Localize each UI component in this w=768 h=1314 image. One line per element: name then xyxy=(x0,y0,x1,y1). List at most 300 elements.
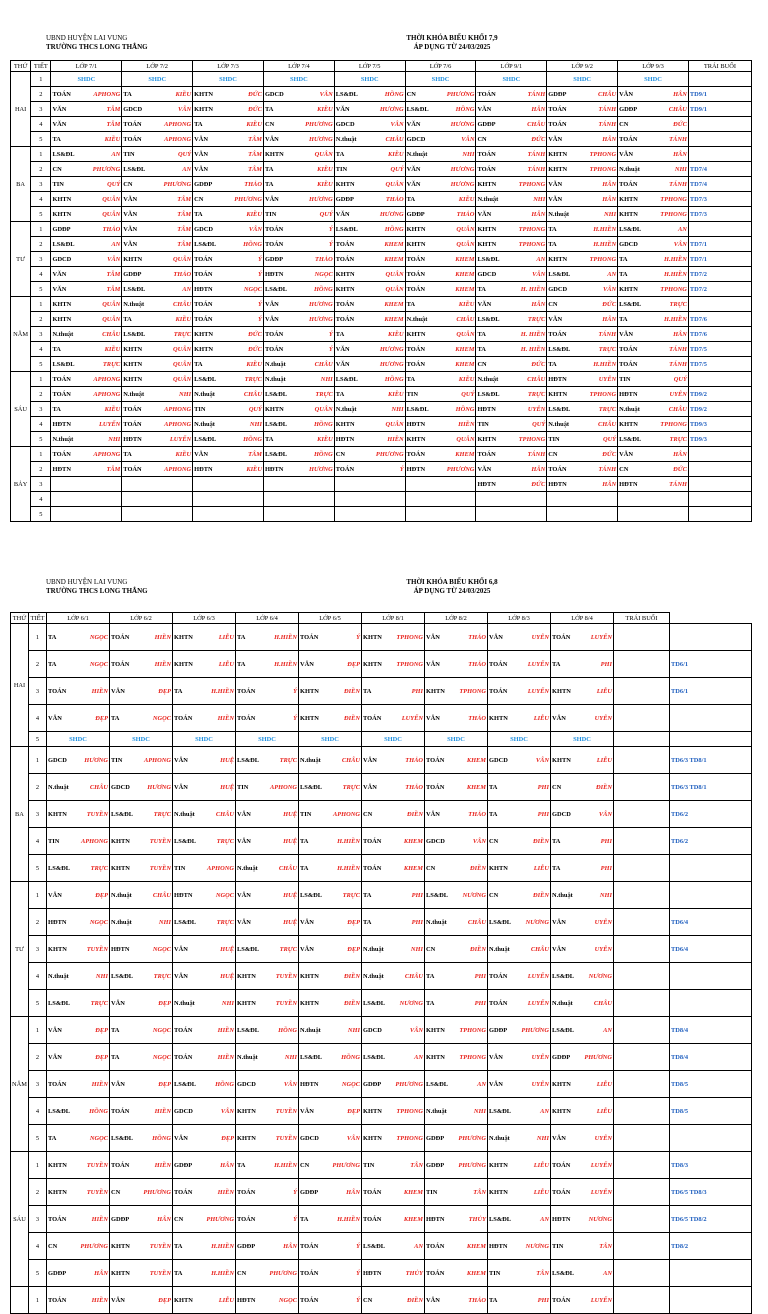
extra-session-note: TD9/3 xyxy=(688,432,751,447)
lesson-cell xyxy=(193,252,264,267)
teacher: LIỄU xyxy=(218,1296,234,1304)
teacher: APHONG xyxy=(93,390,121,398)
lesson-cell xyxy=(263,282,334,297)
extra-session-note xyxy=(688,372,751,387)
subject: GDCD xyxy=(264,90,284,98)
teacher: TRỰC xyxy=(216,918,234,926)
lesson-cell xyxy=(263,297,334,312)
period-row xyxy=(11,624,752,651)
period-number: 5 xyxy=(31,282,51,297)
period-row xyxy=(11,252,752,267)
subject: LS&ĐL xyxy=(52,240,75,248)
subject: TOÁN xyxy=(477,165,496,173)
lesson-cell xyxy=(547,507,618,522)
lesson-cell xyxy=(334,447,405,462)
spacer-cell xyxy=(614,1044,670,1071)
lesson-cell xyxy=(476,327,547,342)
subject: CN xyxy=(300,1161,310,1169)
spacer-cell xyxy=(614,1098,670,1125)
lesson-cell xyxy=(299,855,362,882)
lesson-cell xyxy=(47,936,110,963)
subject: TOÁN xyxy=(489,999,508,1007)
extra-session-note: TD9/3 xyxy=(688,417,751,432)
lesson-cell xyxy=(236,963,299,990)
period-row xyxy=(11,312,752,327)
subject: TOÁN xyxy=(300,1242,319,1250)
lesson-cell xyxy=(299,1179,362,1206)
subject: TOÁN xyxy=(52,450,71,458)
teacher: CHÂU xyxy=(314,360,333,368)
lesson-cell xyxy=(476,297,547,312)
teacher: TÁNH xyxy=(598,120,617,128)
lesson-cell xyxy=(488,801,551,828)
subject: KHTN xyxy=(406,225,426,233)
subject: LS&ĐL xyxy=(335,225,358,233)
subject: TOÁN xyxy=(426,1242,445,1250)
subject: VĂN xyxy=(123,225,138,233)
teacher: PHI xyxy=(600,837,612,845)
lesson-cell xyxy=(405,237,476,252)
lesson-cell xyxy=(618,267,689,282)
lesson-cell xyxy=(122,147,193,162)
teacher: H.HIỀN xyxy=(664,315,687,323)
lesson-cell xyxy=(547,132,618,147)
column-header: LỚP 8/1 xyxy=(362,613,425,624)
teacher: THẢO xyxy=(468,810,486,818)
teacher: QUÂN xyxy=(314,150,333,158)
lesson-cell xyxy=(299,1152,362,1179)
lesson-cell xyxy=(488,1125,551,1152)
lesson-cell xyxy=(405,432,476,447)
lesson-cell xyxy=(551,774,614,801)
lesson-cell xyxy=(110,1179,173,1206)
subject: TOÁN xyxy=(477,450,496,458)
subject: KHTN xyxy=(619,210,638,218)
teacher: PHƯƠNG xyxy=(332,1161,360,1169)
lesson-cell xyxy=(193,507,264,522)
teacher: QUÂN xyxy=(102,315,121,323)
subject: VĂN xyxy=(489,633,503,641)
lesson-cell xyxy=(51,432,122,447)
day-label: NĂM xyxy=(11,1017,29,1152)
column-header: LỚP 8/2 xyxy=(425,613,488,624)
lesson-cell xyxy=(334,132,405,147)
teacher: NGỌC xyxy=(314,270,333,278)
column-header: LỚP 6/5 xyxy=(299,613,362,624)
subject: TOÁN xyxy=(335,300,355,308)
subject: TOÁN xyxy=(48,1215,67,1223)
teacher: LUYẾN xyxy=(169,435,192,443)
subject: TA xyxy=(477,285,486,293)
lesson-cell xyxy=(263,477,334,492)
subject: VĂN xyxy=(552,945,566,953)
lesson-cell xyxy=(476,222,547,237)
teacher: HƯƠNG xyxy=(379,210,404,218)
subject: KHTN xyxy=(552,756,571,764)
subject: KHTN xyxy=(52,210,72,218)
extra-session-note: TD7/3 xyxy=(688,192,751,207)
lesson-cell xyxy=(193,462,264,477)
teacher: NHI xyxy=(536,1134,549,1142)
subject: TIN xyxy=(48,837,60,845)
teacher: HUỆ xyxy=(220,972,234,980)
lesson-cell xyxy=(334,252,405,267)
period-row xyxy=(11,357,752,372)
teacher: QUÂN xyxy=(385,270,404,278)
subject: TA xyxy=(300,837,309,845)
teacher: PHI xyxy=(600,864,612,872)
extra-session-note xyxy=(670,1125,752,1152)
lesson-cell xyxy=(122,87,193,102)
subject: TOÁN xyxy=(335,255,355,263)
lesson-cell xyxy=(299,1260,362,1287)
lesson-cell xyxy=(334,387,405,402)
lesson-cell xyxy=(334,417,405,432)
lesson-cell xyxy=(551,801,614,828)
teacher: HIỀN xyxy=(154,1107,171,1115)
teacher: UYÊN xyxy=(527,405,546,413)
period-number: 1 xyxy=(29,882,47,909)
teacher: LUYẾN xyxy=(401,714,423,722)
subject: N.thuật xyxy=(300,1026,321,1034)
spacer-cell xyxy=(614,705,670,732)
teacher: KIỀU xyxy=(317,435,333,443)
period-number: 3 xyxy=(31,252,51,267)
lesson-cell xyxy=(334,477,405,492)
lesson-cell xyxy=(193,387,264,402)
subject: TA xyxy=(335,390,345,398)
spacer-cell xyxy=(614,882,670,909)
subject: LS&ĐL xyxy=(335,375,358,383)
subject: GDCD xyxy=(52,255,72,263)
teacher: HƯƠNG xyxy=(309,465,333,473)
teacher: THẢO xyxy=(468,633,486,641)
teacher: APHONG xyxy=(93,90,121,98)
subject: VĂN xyxy=(111,1080,125,1088)
lesson-cell xyxy=(476,132,547,147)
teacher: QUÝ xyxy=(390,165,404,173)
lesson-cell xyxy=(236,1125,299,1152)
subject: TIN xyxy=(264,210,277,218)
lesson-cell xyxy=(193,87,264,102)
period-number: 1 xyxy=(31,147,51,162)
extra-session-note: TD6/5 TD8/2 xyxy=(670,1206,752,1233)
lesson-cell xyxy=(547,207,618,222)
period-number: 3 xyxy=(31,477,51,492)
lesson-cell xyxy=(551,678,614,705)
lesson-cell xyxy=(488,1017,551,1044)
subject: KHTN xyxy=(335,420,355,428)
extra-session-note xyxy=(670,1287,752,1314)
teacher: KHEM xyxy=(403,1188,423,1196)
teacher: TÁNH xyxy=(669,480,687,488)
teacher: NHI xyxy=(347,1026,360,1034)
lesson-cell xyxy=(299,705,362,732)
subject: N.thuật xyxy=(363,945,384,953)
lesson-cell xyxy=(551,651,614,678)
teacher: VÂN xyxy=(602,285,617,293)
lesson-cell xyxy=(476,402,547,417)
subject: GDCD xyxy=(335,120,355,128)
teacher: LIỄU xyxy=(533,714,549,722)
subject: HĐTN xyxy=(489,1242,508,1250)
lesson-cell xyxy=(618,192,689,207)
subject: HĐTN xyxy=(477,480,496,488)
teacher: PHƯƠNG xyxy=(395,1080,423,1088)
teacher: LIỄU xyxy=(596,1107,612,1115)
subject: TOÁN xyxy=(48,1080,67,1088)
lesson-cell xyxy=(193,237,264,252)
teacher: HỒNG xyxy=(455,405,475,413)
timetable-header xyxy=(0,30,768,60)
lesson-cell xyxy=(122,117,193,132)
lesson-cell xyxy=(51,312,122,327)
lesson-cell xyxy=(193,372,264,387)
lesson-cell xyxy=(405,507,476,522)
lesson-cell xyxy=(122,342,193,357)
period-row xyxy=(11,342,752,357)
subject: GDĐP xyxy=(477,120,496,128)
teacher: NGỌC xyxy=(152,1026,171,1034)
day-label: SÁU xyxy=(11,1152,29,1287)
lesson-cell xyxy=(47,678,110,705)
timetable-header xyxy=(0,574,768,604)
period-row xyxy=(11,447,752,462)
subject: TOÁN xyxy=(123,465,142,473)
lesson-cell xyxy=(122,447,193,462)
subject: TA xyxy=(548,240,557,248)
lesson-cell xyxy=(299,678,362,705)
lesson-cell xyxy=(618,177,689,192)
teacher: LUYẾN xyxy=(98,420,121,428)
teacher: TUYỀN xyxy=(86,1188,108,1196)
lesson-cell xyxy=(425,1152,488,1179)
period-number: 5 xyxy=(31,507,51,522)
teacher: UYÊN xyxy=(594,918,612,926)
subject: HĐTN xyxy=(363,1269,382,1277)
teacher: HÂN xyxy=(531,105,546,113)
lesson-cell xyxy=(476,372,547,387)
teacher: TÂN xyxy=(473,1188,486,1196)
lesson-cell xyxy=(236,855,299,882)
subject: TOÁN xyxy=(552,1188,571,1196)
teacher: LIỄU xyxy=(218,633,234,641)
subject: LS&ĐL xyxy=(477,315,500,323)
teacher: TRỰC xyxy=(598,345,617,353)
lesson-cell xyxy=(173,936,236,963)
subject: N.thuật xyxy=(48,783,69,791)
teacher: QUÝ xyxy=(248,405,262,413)
subject: VĂN xyxy=(264,315,279,323)
extra-session-note: TD7/5 xyxy=(688,357,751,372)
subject: TOÁN xyxy=(363,864,382,872)
teacher: KIỀU xyxy=(387,150,404,158)
subject: TA xyxy=(123,450,132,458)
period-number: 3 xyxy=(29,1206,47,1233)
teacher: HỒNG xyxy=(243,435,262,443)
lesson-cell xyxy=(299,882,362,909)
subject: TOÁN xyxy=(489,660,508,668)
column-header: LỚP 9/1 xyxy=(476,61,547,72)
subject: TA xyxy=(552,864,561,872)
timetable-title-block xyxy=(352,578,552,596)
lesson-cell xyxy=(425,1017,488,1044)
period-row xyxy=(11,297,752,312)
lesson-cell xyxy=(193,297,264,312)
lesson-cell xyxy=(362,1233,425,1260)
period-number: 2 xyxy=(31,162,51,177)
teacher: H.HIỀN xyxy=(274,660,297,668)
lesson-cell xyxy=(547,477,618,492)
subject: VĂN xyxy=(123,240,138,248)
subject: TA xyxy=(111,714,120,722)
column-header: TIẾT xyxy=(31,61,51,72)
subject: VĂN xyxy=(552,1134,566,1142)
lesson-cell xyxy=(299,963,362,990)
lesson-cell xyxy=(193,282,264,297)
teacher: KHEM xyxy=(384,315,404,323)
extra-session-note xyxy=(688,147,751,162)
column-header: LỚP 7/5 xyxy=(334,61,405,72)
period-row xyxy=(11,774,752,801)
lesson-cell xyxy=(236,651,299,678)
teacher: NGỌC xyxy=(341,1080,360,1088)
subject: TOÁN xyxy=(52,90,71,98)
column-header: TRÁI BUỔI xyxy=(688,61,751,72)
lesson-cell xyxy=(47,624,110,651)
period-number: 2 xyxy=(29,1179,47,1206)
teacher: QUÝ xyxy=(673,375,687,383)
lesson-cell xyxy=(476,252,547,267)
lesson-cell xyxy=(425,882,488,909)
teacher: VÂN xyxy=(409,1026,423,1034)
subject: N.thuật xyxy=(264,360,286,368)
lesson-cell xyxy=(47,774,110,801)
lesson-cell xyxy=(551,705,614,732)
teacher: HƯƠNG xyxy=(450,165,475,173)
subject: LS&ĐL xyxy=(111,1134,134,1142)
subject: TOÁN xyxy=(174,1188,193,1196)
lesson-cell xyxy=(547,192,618,207)
extra-session-note xyxy=(670,990,752,1017)
teacher: KHEM xyxy=(466,783,486,791)
subject: KHTN xyxy=(111,1242,130,1250)
lesson-cell xyxy=(334,372,405,387)
subject: TOÁN xyxy=(264,330,284,338)
teacher: H.HIỀN xyxy=(337,864,360,872)
teacher: ĐẸP xyxy=(347,918,360,926)
teacher: AN xyxy=(603,1026,612,1034)
subject: TA xyxy=(174,1269,183,1277)
subject: HĐTN xyxy=(406,465,426,473)
lesson-cell xyxy=(110,801,173,828)
lesson-cell xyxy=(425,1287,488,1314)
teacher: TPHONG xyxy=(396,660,423,668)
subject: TA xyxy=(477,330,486,338)
assembly-cell: SHDC xyxy=(547,72,618,87)
subject: KHTN xyxy=(237,1107,256,1115)
extra-session-note: TD6/1 xyxy=(670,651,752,678)
lesson-cell xyxy=(476,312,547,327)
subject: TA xyxy=(264,165,274,173)
teacher: PHƯƠNG xyxy=(206,1215,234,1223)
teacher: QUÂN xyxy=(456,435,475,443)
period-number: 5 xyxy=(31,132,51,147)
lesson-cell xyxy=(263,117,334,132)
teacher: THẢO xyxy=(385,195,404,203)
subject: TA xyxy=(111,1026,120,1034)
teacher: HỒNG xyxy=(341,1053,360,1061)
lesson-cell xyxy=(173,1260,236,1287)
subject: LS&ĐL xyxy=(552,972,575,980)
lesson-cell xyxy=(51,147,122,162)
teacher: Ý xyxy=(258,255,262,263)
subject: TOÁN xyxy=(174,714,193,722)
lesson-cell xyxy=(173,774,236,801)
lesson-cell xyxy=(362,1017,425,1044)
subject: TA xyxy=(123,90,132,98)
teacher: KIỀU xyxy=(387,390,404,398)
lesson-cell xyxy=(334,297,405,312)
lesson-cell xyxy=(122,222,193,237)
subject: VĂN xyxy=(426,1296,440,1304)
subject: CN xyxy=(406,90,416,98)
subject: KHTN xyxy=(552,687,571,695)
teacher: QUÂN xyxy=(102,300,121,308)
subject: HĐTN xyxy=(237,1296,256,1304)
teacher: H. HIỀN xyxy=(520,345,546,353)
lesson-cell xyxy=(110,1098,173,1125)
subject: LS&ĐL xyxy=(111,972,134,980)
lesson-cell xyxy=(362,651,425,678)
period-row xyxy=(11,1125,752,1152)
subject: TA xyxy=(489,810,498,818)
column-header: LỚP 6/2 xyxy=(110,613,173,624)
lesson-cell xyxy=(362,1206,425,1233)
subject: KHTN xyxy=(111,1269,130,1277)
teacher: ĐỨC xyxy=(531,135,546,143)
lesson-cell xyxy=(110,678,173,705)
assembly-cell: SHDC xyxy=(334,72,405,87)
teacher: VÂN xyxy=(598,810,612,818)
teacher: APHONG xyxy=(164,420,192,428)
lesson-cell xyxy=(618,222,689,237)
lesson-cell xyxy=(476,147,547,162)
teacher: APHONG xyxy=(164,405,192,413)
teacher: HIỀN xyxy=(217,1188,234,1196)
lesson-cell xyxy=(173,963,236,990)
subject: KHTN xyxy=(619,285,638,293)
subject: CN xyxy=(174,1215,184,1223)
subject: TA xyxy=(300,1215,309,1223)
teacher: QUÝ xyxy=(602,435,617,443)
teacher: HÂN xyxy=(602,480,617,488)
subject: N.thuật xyxy=(406,150,428,158)
subject: KHTN xyxy=(548,165,568,173)
assembly-cell: SHDC xyxy=(51,72,122,87)
lesson-cell xyxy=(425,678,488,705)
subject: GDCD xyxy=(123,105,143,113)
lesson-cell xyxy=(299,651,362,678)
teacher: HƯƠNG xyxy=(450,180,475,188)
teacher: APHONG xyxy=(164,135,192,143)
lesson-cell xyxy=(334,267,405,282)
teacher: CHÂU xyxy=(527,375,546,383)
subject: TA xyxy=(111,1053,120,1061)
period-number: 1 xyxy=(29,1152,47,1179)
lesson-cell xyxy=(51,267,122,282)
teacher: CHÂU xyxy=(243,390,262,398)
